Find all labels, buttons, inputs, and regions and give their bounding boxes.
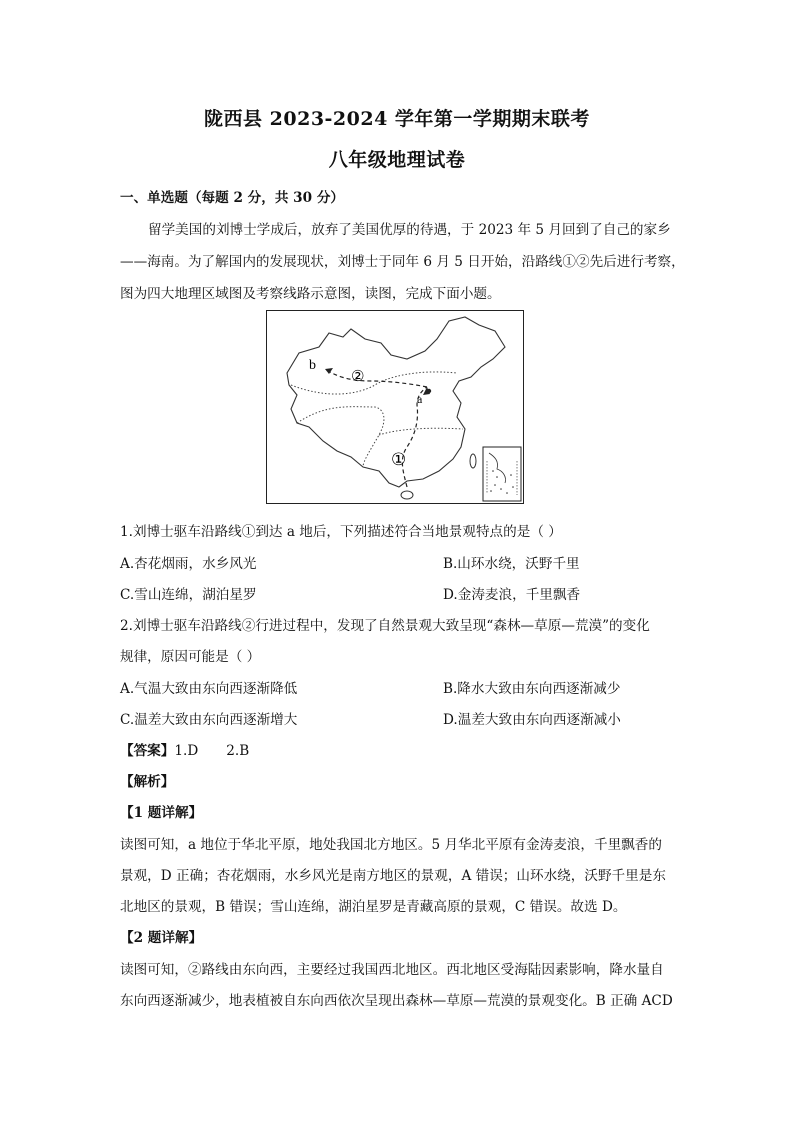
region-boundary-north-northwest <box>291 372 457 394</box>
question-1-option-a: A.杏花烟雨，水乡风光 <box>120 556 257 572</box>
answer-row <box>120 739 249 759</box>
label-route-1: ① <box>391 450 407 470</box>
route-2-arrowhead <box>325 368 333 374</box>
intro-line-2: ——海南。为了解国内的发展现状，刘博士于同年 6 月 5 日开始，沿路线①②先后进行考察， <box>120 254 685 270</box>
south-china-sea-inset <box>483 447 521 501</box>
question-2-option-b: B.降水大致由东向西逐渐减少 <box>443 681 621 697</box>
question-2-option-d: D.温差大致由东向西逐渐减小 <box>443 712 621 728</box>
section-heading: 一、单选题（每题 2 分，共 30 分） <box>120 190 345 206</box>
question-2-option-a: A.气温大致由东向西逐渐降低 <box>120 681 298 697</box>
analysis-q2-label: 【2 题详解】 <box>120 930 203 946</box>
hainan-island <box>401 491 413 499</box>
question-2-option-c: C.温差大致由东向西逐渐增大 <box>120 712 298 728</box>
region-boundary-qinghai-tibet <box>297 407 384 467</box>
question-2-stem-line-1: 2.刘博士驱车沿路线②行进过程中，发现了自然景观大致呈现“森林—草原—荒漠”的变化 <box>120 618 650 634</box>
point-a-marker <box>427 389 431 393</box>
map-drawing <box>267 311 523 503</box>
question-2-stem-line-2: 规律，原因可能是（ ） <box>120 649 261 665</box>
answer-label: 【答案】 <box>120 743 175 759</box>
label-a: a <box>417 392 423 406</box>
taiwan-island <box>470 454 476 468</box>
exam-title: 陇西县 2023-2024 学年第一学期期末联考 <box>204 108 590 130</box>
analysis-label: 【解析】 <box>120 774 175 790</box>
intro-line-1: 留学美国的刘博士学成后，放弃了美国优厚的待遇，于 2023 年 5 月回到了自己的家乡 <box>148 222 671 238</box>
exam-subtitle: 八年级地理试卷 <box>328 149 466 171</box>
answer-2: 2.B <box>226 743 250 759</box>
question-1-option-b: B.山环水绕，沃野千里 <box>443 556 580 572</box>
analysis-q1-line-2: 景观，D 正确；杏花烟雨，水乡风光是南方地区的景观，A 错误；山环水绕，沃野千里是东 <box>120 868 666 884</box>
analysis-q2-line-2: 东向西逐渐减少，地表植被自东向西依次呈现出森林—草原—荒漠的景观变化。B 正确 ACD <box>120 993 673 1009</box>
question-1-option-c: C.雪山连绵，湖泊星罗 <box>120 587 257 603</box>
china-regions-map <box>266 310 524 504</box>
answer-1: 1.D <box>174 743 199 759</box>
route-1-line <box>402 387 427 487</box>
analysis-q1-label: 【1 题详解】 <box>120 805 203 821</box>
region-boundary-north-south <box>379 428 463 435</box>
analysis-q1-line-3: 北地区的景观，B 错误；雪山连绵，湖泊星罗是青藏高原的景观，C 错误。故选 D。 <box>120 899 627 915</box>
intro-line-3: 图为四大地理区域图及考察线路示意图，读图，完成下面小题。 <box>120 286 501 302</box>
analysis-q2-line-1: 读图可知，②路线由东向西，主要经过我国西北地区。西北地区受海陆因素影响，降水量自 <box>120 962 664 978</box>
label-route-2: ② <box>351 367 365 385</box>
analysis-q1-line-1: 读图可知，a 地位于华北平原，地处我国北方地区。5 月华北平原有金涛麦浪，千里飘香的 <box>120 837 662 853</box>
label-b: b <box>309 358 316 373</box>
question-1-stem: 1.刘博士驱车沿路线①到达 a 地后，下列描述符合当地景观特点的是（ ） <box>120 524 562 540</box>
question-1-option-d: D.金涛麦浪，千里飘香 <box>443 587 581 603</box>
